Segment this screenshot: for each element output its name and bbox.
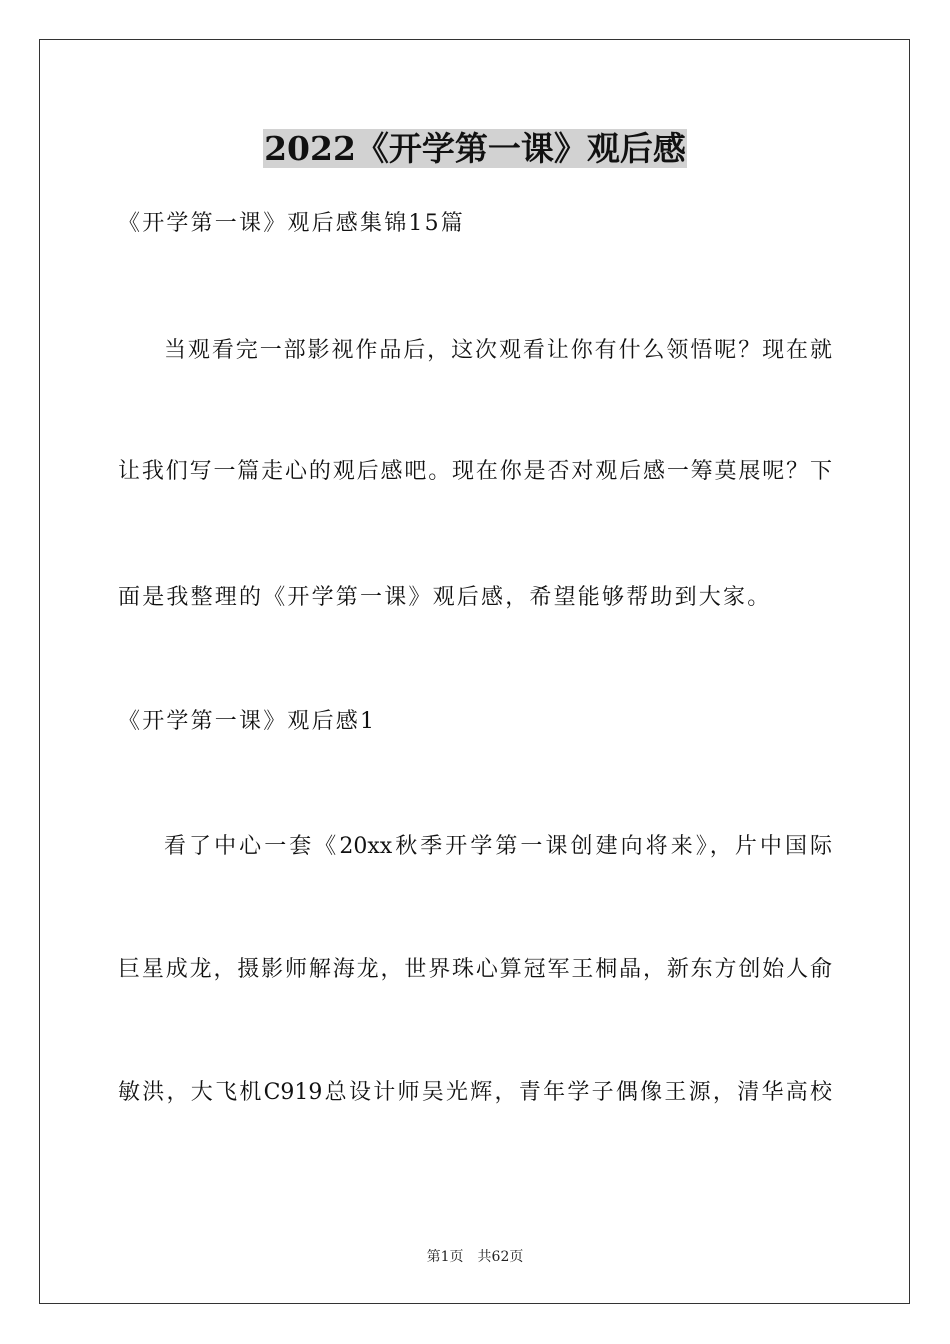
body-line-3: 敏洪，大飞机C919总设计师吴光辉，青年学子偶像王源，清华高校: [118, 1080, 832, 1105]
section-heading: 《开学第一课》观后感1: [118, 709, 377, 734]
page-footer: [0, 1248, 950, 1266]
document-title: [0, 128, 950, 170]
intro-line-2: 让我们写一篇走心的观后感吧。现在你是否对观后感一筹莫展呢？下: [118, 459, 832, 484]
page-number-total: 共62页: [477, 1249, 524, 1265]
page-number-current: 第1页: [426, 1249, 464, 1265]
intro-line-3: 面是我整理的《开学第一课》观后感，希望能够帮助到大家。: [118, 585, 772, 610]
body-line-2: 巨星成龙，摄影师解海龙，世界珠心算冠军王桐晶，新东方创始人俞: [118, 957, 832, 982]
document-subtitle: 《开学第一课》观后感集锦15篇: [118, 211, 465, 236]
body-line-1: 看了中心一套《20xx秋季开学第一课创建向将来》，片中国际: [164, 834, 832, 859]
intro-line-1: 当观看完一部影视作品后，这次观看让你有什么领悟呢？现在就: [164, 338, 832, 363]
document-title-text: 2022《开学第一课》观后感: [264, 129, 686, 168]
